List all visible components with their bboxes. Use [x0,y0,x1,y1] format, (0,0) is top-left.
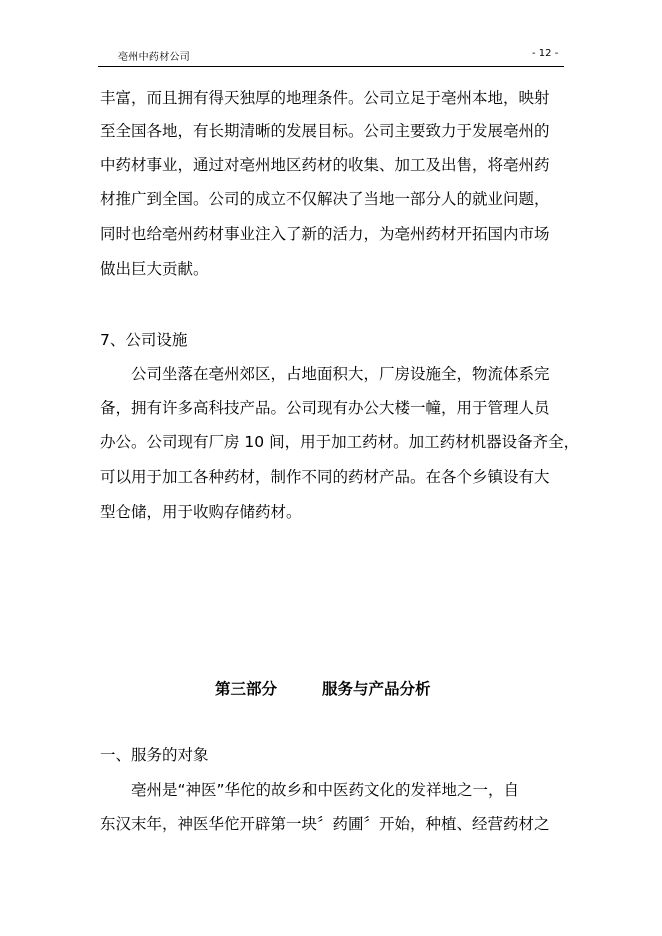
section-1-heading: 一、服务的对象 [100,746,209,764]
paragraph-1-line-6: 做出巨大贡献。 [100,260,209,278]
header-page-number: - 12 - [532,48,559,59]
paragraph-1-line-3: 中药材事业，通过对亳州地区药材的收集、加工及出售，将亳州药 [100,156,550,174]
section-7-line-2: 备，拥有许多高科技产品。公司现有办公大楼一幢，用于管理人员 [100,399,550,417]
paragraph-1-line-5: 同时也给亳州药材事业注入了新的活力，为亳州药材开拓国内市场 [100,225,550,243]
paragraph-1-line-4: 材推广到全国。公司的成立不仅解决了当地一部分人的就业问题， [100,190,550,208]
part-3-title-name: 服务与产品分析 [322,680,431,698]
paragraph-1-line-2: 至全国各地，有长期清晰的发展目标。公司主要致力于发展亳州的 [100,122,550,140]
section-1-line-1: 亳州是“神医”华佗的故乡和中医药文化的发祥地之一，自 [131,781,520,799]
page-header [0,0,662,70]
section-7-line-4: 可以用于加工各种药材，制作不同的药材产品。在各个乡镇设有大 [100,468,550,486]
header-company-name: 亳州中药材公司 [118,52,191,63]
section-7-heading: 7、公司设施 [100,331,188,349]
section-7-line-3: 办公。公司现有厂房 10 间，用于加工药材。加工药材机器设备齐全， [100,433,580,451]
section-1-line-2: 东汉末年，神医华佗开辟第一块〞药圃〞开始，种植、经营药材之 [100,815,550,833]
section-7-line-5: 型仓储，用于收购存储药材。 [100,503,302,521]
paragraph-1-line-1: 丰富，而且拥有得天独厚的地理条件。公司立足于亳州本地，映射 [100,89,550,107]
header-divider [98,66,564,67]
part-3-title-number: 第三部分 [215,680,278,698]
section-7-line-1: 公司坐落在亳州郊区，占地面积大，厂房设施全，物流体系完 [131,365,550,383]
